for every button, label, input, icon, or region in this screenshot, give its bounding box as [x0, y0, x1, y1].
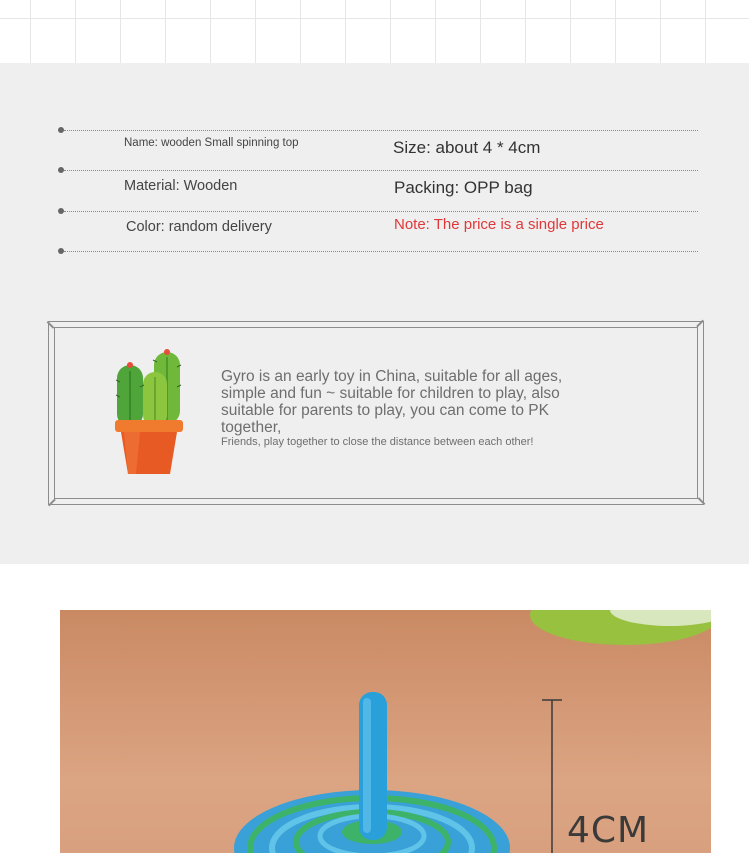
price-note: Note: The price is a single price: [394, 216, 604, 233]
spec-size: Size: about 4 * 4cm: [393, 138, 541, 157]
spec-color: Color: random delivery: [126, 219, 272, 235]
spec-packing: Packing: OPP bag: [394, 178, 533, 197]
cactus-pot-icon: [110, 347, 190, 477]
spec-material: Material: Wooden: [124, 178, 238, 194]
description-text: Gyro is an early toy in China, suitable for all ages, simple and fun ~ suitable for children to play, also suitable for parents to play, you can come to PK together,: [221, 368, 563, 436]
spec-divider: [58, 130, 698, 132]
product-photo: [60, 610, 711, 853]
dimension-label: 4CM: [567, 810, 650, 851]
grid-background-header: [0, 0, 749, 63]
spec-name: Name: wooden Small spinning top: [124, 137, 299, 149]
spec-divider: [58, 211, 698, 213]
spec-divider: [58, 170, 698, 172]
spec-divider: [58, 251, 698, 253]
description-subtext: Friends, play together to close the distance between each other!: [221, 436, 534, 448]
